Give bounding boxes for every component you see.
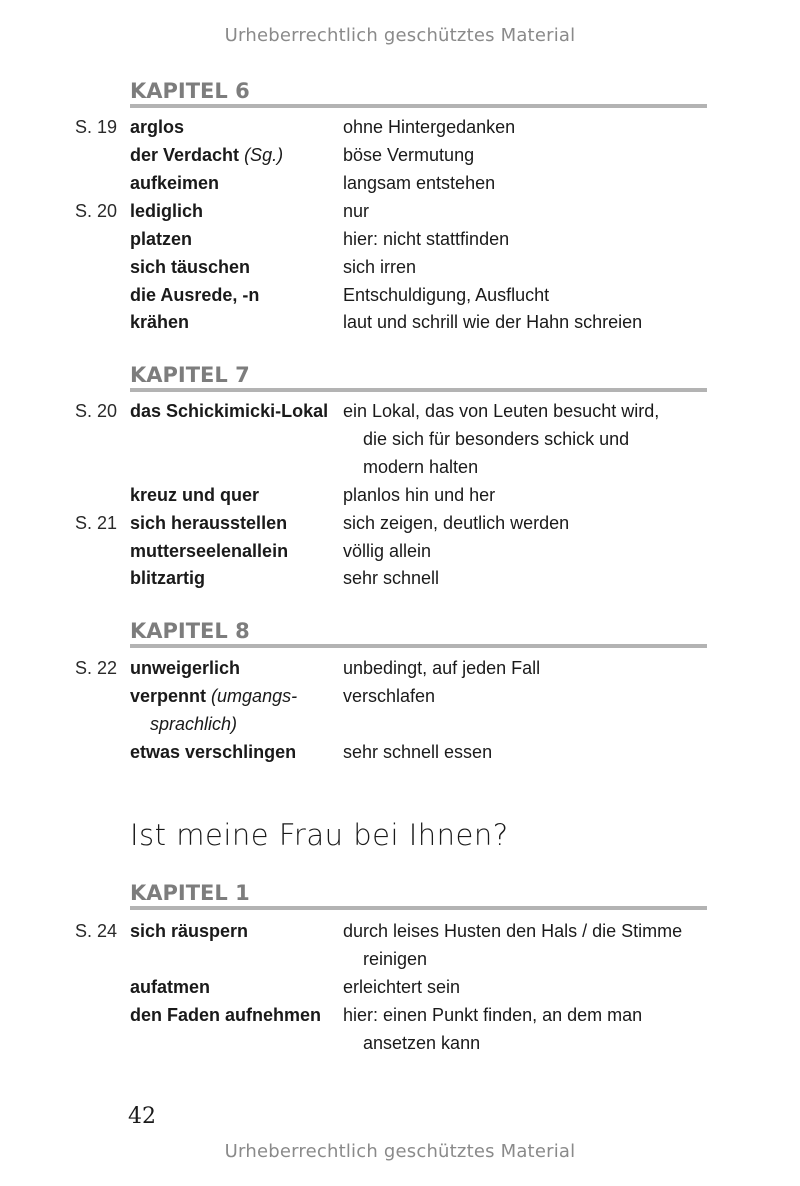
- glossary-definition: durch leises Husten den Hals / die Stimme: [343, 921, 683, 941]
- glossary-term: das Schickimicki-Lokal: [130, 401, 329, 421]
- glossary-definition: planlos hin und her: [343, 485, 496, 505]
- glossary-term: [130, 682, 297, 710]
- term-note: (Sg.): [244, 145, 284, 165]
- term-note-continued: sprachlich): [150, 714, 238, 734]
- glossary-definition: hier: nicht stattfinden: [343, 229, 510, 249]
- glossary-term: sich täuschen: [130, 257, 251, 277]
- glossary-definition: erleichtert sein: [343, 977, 461, 997]
- glossary-definition: sehr schnell: [343, 568, 440, 588]
- glossary-term: aufatmen: [130, 977, 211, 997]
- page-reference: S. 20: [75, 201, 118, 221]
- glossary-term: den Faden aufnehmen: [130, 1005, 322, 1025]
- page-reference: S. 22: [75, 658, 118, 678]
- glossary-term: aufkeimen: [130, 173, 220, 193]
- glossary-definition: böse Vermutung: [343, 145, 475, 165]
- page-reference: S. 21: [75, 513, 118, 533]
- glossary-definition-continued: die sich für besonders schick und: [363, 429, 630, 449]
- page-number: 42: [128, 1104, 156, 1129]
- watermark-top: Urheberrechtlich geschütztes Material: [224, 25, 576, 46]
- glossary-definition: nur: [343, 201, 370, 221]
- glossary-definition-continued: reinigen: [363, 949, 428, 969]
- story-title: Ist meine Frau bei Ihnen?: [130, 818, 509, 852]
- glossary-term: etwas verschlingen: [130, 742, 297, 762]
- glossary-term: blitzartig: [130, 568, 205, 588]
- glossary-definition: laut und schrill wie der Hahn schreien: [343, 312, 643, 332]
- glossary-term: [130, 141, 283, 169]
- glossary-term: platzen: [130, 229, 193, 249]
- glossary-term: die Ausrede, -n: [130, 285, 260, 305]
- section-heading: KAPITEL 6: [130, 78, 707, 108]
- page-reference: S. 20: [75, 401, 118, 421]
- glossary-definition: ohne Hintergedanken: [343, 117, 516, 137]
- page-reference: S. 24: [75, 921, 118, 941]
- glossary-definition-continued: modern halten: [363, 457, 479, 477]
- glossary-definition: sich zeigen, deutlich werden: [343, 513, 570, 533]
- term-note: (umgangs-: [211, 686, 298, 706]
- watermark-bottom: Urheberrechtlich geschütztes Material: [224, 1141, 576, 1162]
- page-reference: S. 19: [75, 117, 118, 137]
- glossary-definition: unbedingt, auf jeden Fall: [343, 658, 541, 678]
- kapitel-8-heading: [130, 618, 707, 648]
- section-heading: KAPITEL 1: [130, 880, 707, 910]
- glossary-term: unweigerlich: [130, 658, 241, 678]
- glossary-term: sich räuspern: [130, 921, 249, 941]
- glossary-definition: sich irren: [343, 257, 417, 277]
- glossary-definition: ein Lokal, das von Leuten besucht wird,: [343, 401, 660, 421]
- glossary-term: lediglich: [130, 201, 204, 221]
- glossary-term: krähen: [130, 312, 190, 332]
- glossary-definition: völlig allein: [343, 541, 432, 561]
- glossary-term: sich herausstellen: [130, 513, 288, 533]
- kapitel-6-heading: [130, 78, 707, 108]
- glossary-definition: verschlafen: [343, 686, 436, 706]
- glossary-definition: hier: einen Punkt finden, an dem man: [343, 1005, 643, 1025]
- glossary-term: mutterseelenallein: [130, 541, 289, 561]
- term-text: der Verdacht: [130, 145, 240, 165]
- kapitel-1-heading: [130, 880, 707, 910]
- glossary-term: arglos: [130, 117, 185, 137]
- section-heading: KAPITEL 7: [130, 362, 707, 392]
- glossary-term: kreuz und quer: [130, 485, 260, 505]
- glossary-definition-continued: ansetzen kann: [363, 1033, 481, 1053]
- term-text: verpennt: [130, 686, 207, 706]
- section-heading: KAPITEL 8: [130, 618, 707, 648]
- kapitel-7-heading: [130, 362, 707, 392]
- glossary-definition: Entschuldigung, Ausflucht: [343, 285, 550, 305]
- glossary-definition: langsam entstehen: [343, 173, 496, 193]
- glossary-definition: sehr schnell essen: [343, 742, 493, 762]
